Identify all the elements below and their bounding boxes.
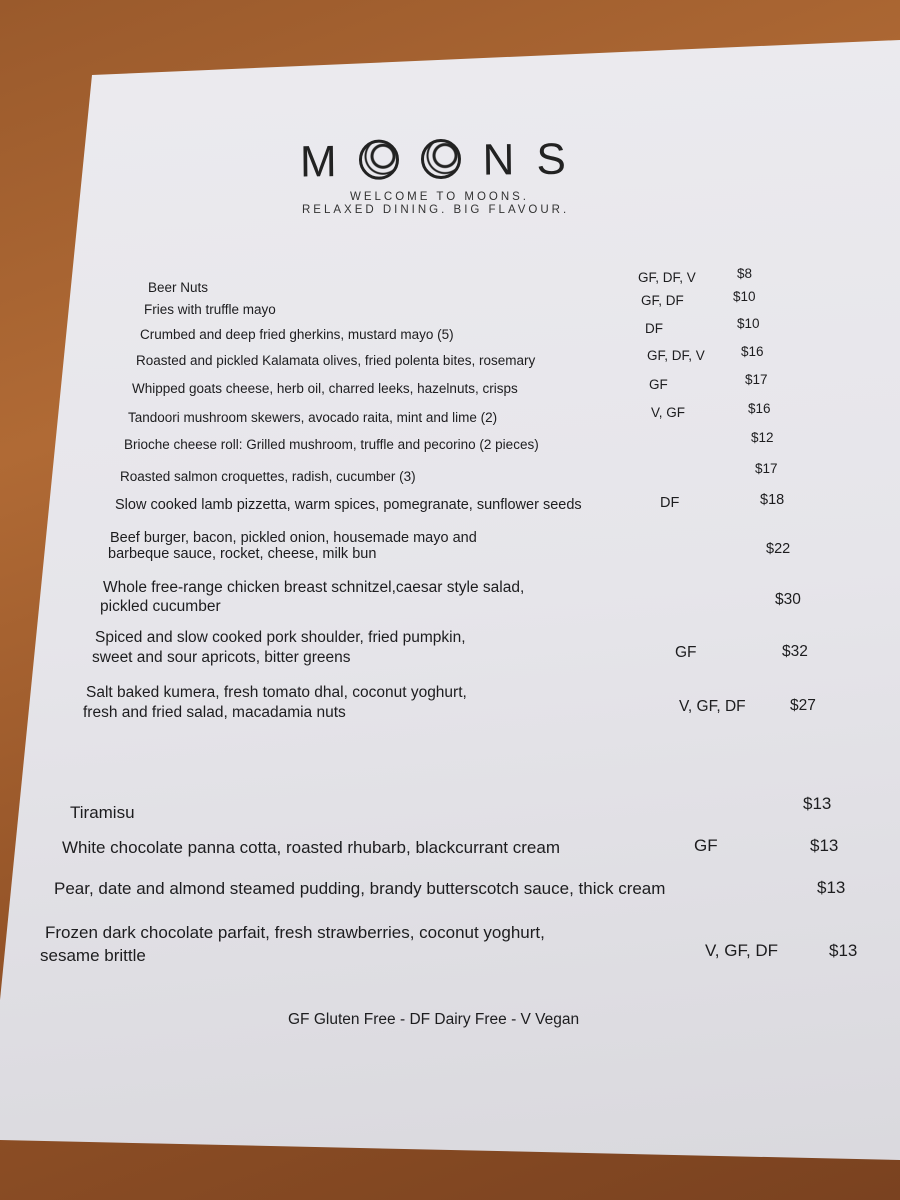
item-price: $16 — [741, 344, 764, 359]
item-price: $16 — [748, 401, 771, 416]
dessert-tags: V, GF, DF — [705, 941, 779, 960]
item-tags: GF — [675, 644, 697, 661]
item-name: Whipped goats cheese, herb oil, charred leeks, hazelnuts, crisps — [132, 381, 518, 396]
item-name: Fries with truffle mayo — [144, 302, 276, 317]
moon-icon — [420, 139, 460, 179]
item-tags: GF, DF, V — [638, 270, 696, 285]
item-price: $10 — [733, 289, 756, 304]
dessert-name: Tiramisu — [70, 803, 135, 822]
moons-logo: M NS — [299, 134, 589, 187]
item-tags: V, GF — [651, 405, 686, 420]
item-price: $32 — [782, 643, 808, 660]
dessert-name-line2: sesame brittle — [40, 946, 146, 965]
item-name: Roasted salmon croquettes, radish, cucumber (3) — [120, 469, 416, 484]
item-price: $8 — [737, 266, 753, 281]
item-name-line2: barbeque sauce, rocket, cheese, milk bun — [108, 546, 377, 562]
item-name: Spiced and slow cooked pork shoulder, fried pumpkin, — [95, 629, 466, 646]
item-name-line2: fresh and fried salad, macadamia nuts — [83, 704, 346, 721]
item-price: $17 — [745, 372, 768, 387]
dessert-tags: GF — [694, 836, 718, 855]
item-name: Beer Nuts — [148, 280, 209, 295]
item-price: $10 — [737, 316, 760, 331]
tagline: WELCOME TO MOONS. — [350, 191, 530, 203]
item-name: Whole free-range chicken breast schnitzel,caesar style salad, — [103, 579, 525, 596]
item-name: Beef burger, bacon, pickled onion, housemade mayo and — [110, 530, 477, 546]
item-name-line2: pickled cucumber — [100, 598, 221, 615]
item-name: Brioche cheese roll: Grilled mushroom, truffle and pecorino (2 pieces) — [124, 437, 539, 452]
dessert-price: $13 — [829, 941, 858, 960]
dessert-price: $13 — [817, 878, 846, 897]
item-name: Tandoori mushroom skewers, avocado raita, mint and lime (2) — [128, 410, 498, 425]
tagline: RELAXED DINING. BIG FLAVOUR. — [302, 204, 570, 216]
item-name: Crumbed and deep fried gherkins, mustard mayo (5) — [140, 327, 454, 342]
item-tags: GF, DF — [641, 293, 684, 308]
item-price: $17 — [755, 461, 778, 476]
item-tags: DF — [660, 495, 680, 511]
dessert-price: $13 — [803, 794, 832, 813]
item-price: $22 — [766, 541, 791, 557]
item-name: Slow cooked lamb pizzetta, warm spices, pomegranate, sunflower seeds — [115, 497, 582, 513]
item-price: $18 — [760, 492, 785, 508]
item-name-line2: sweet and sour apricots, bitter greens — [92, 649, 351, 666]
dessert-name: White chocolate panna cotta, roasted rhubarb, blackcurrant cream — [62, 838, 560, 857]
item-price: $27 — [790, 697, 816, 714]
item-tags: V, GF, DF — [679, 698, 746, 715]
item-price: $30 — [775, 591, 801, 608]
item-tags: GF — [649, 377, 668, 392]
dessert-name: Pear, date and almond steamed pudding, brandy butterscotch sauce, thick cream — [54, 879, 666, 898]
dessert-price: $13 — [810, 836, 839, 855]
item-name: Salt baked kumera, fresh tomato dhal, coconut yoghurt, — [86, 684, 467, 701]
moon-icon — [358, 139, 398, 179]
item-price: $12 — [751, 430, 774, 445]
item-tags: GF, DF, V — [647, 348, 705, 363]
item-name: Roasted and pickled Kalamata olives, fried polenta bites, rosemary — [136, 353, 536, 368]
legend-footer: GF Gluten Free - DF Dairy Free - V Vegan — [288, 1011, 580, 1028]
item-tags: DF — [645, 321, 663, 336]
dessert-name: Frozen dark chocolate parfait, fresh strawberries, coconut yoghurt, — [45, 923, 545, 942]
